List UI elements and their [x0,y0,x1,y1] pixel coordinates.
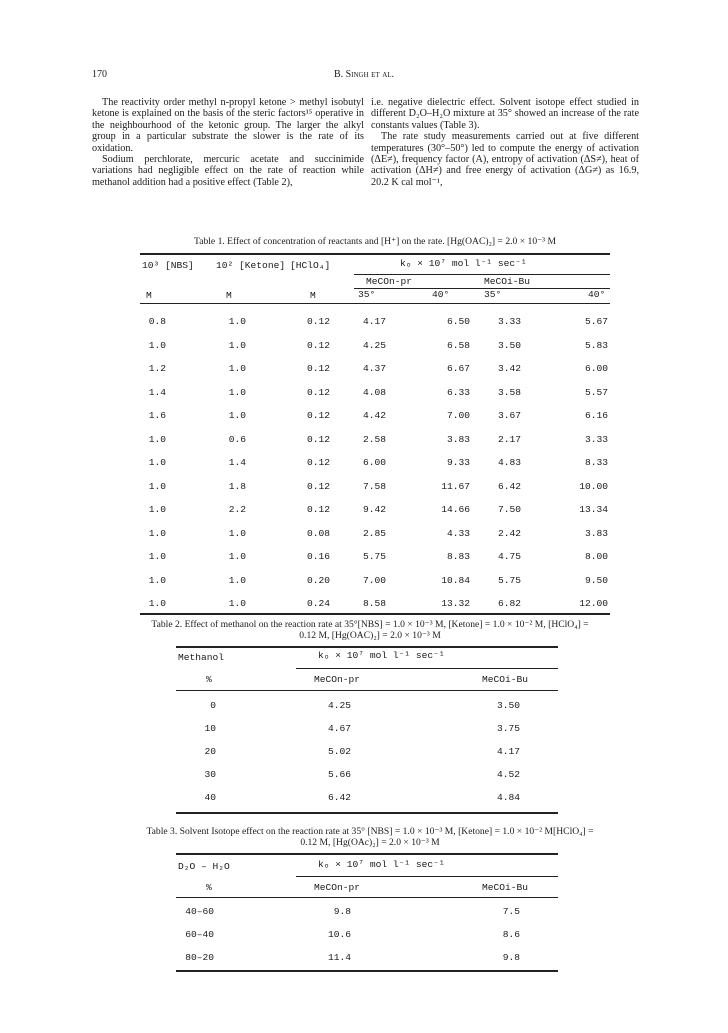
table-row [176,948,558,971]
table1-cell: 1.0 [228,410,246,421]
table1-cell: 3.42 [497,363,521,374]
table1-cell: 0.16 [306,551,330,562]
table1-cell: 7.00 [446,410,470,421]
table1-cell: 8.33 [584,457,608,468]
table1-cell: 5.83 [584,339,608,351]
table2-colhead-methanol: Methanol [178,652,225,663]
table2-cell: 0 [210,700,216,711]
table1-cell: 10.84 [441,574,470,586]
table1-cell: 9.50 [584,574,608,586]
table1-colhead-hclo4: [HClO₄] [290,260,331,271]
table1-cell: 0.12 [306,504,330,515]
table1-cell: 13.32 [441,598,470,609]
table-row [176,788,558,811]
table-row [176,742,558,765]
table1-rate-head: kₒ × 10⁷ mol l⁻¹ sec⁻¹ [400,258,527,269]
table1-cell: 3.33 [497,316,521,327]
table2-bottom-rule [176,812,558,814]
table1-bottom-rule [140,613,610,615]
table2-header [176,648,558,690]
table1-cell: 4.17 [362,316,386,327]
table1-cell: 1.8 [228,480,246,492]
table3-caption-line1: Table 3. Solvent Isotope effect on the reaction rate at 35° [NBS] = 1.0 × 10⁻³ M, [Ketone] = 1.0 × 10⁻² M[HClO₄] = [146,826,594,837]
table1-cell: 1.0 [228,598,246,609]
table1-cell: 0.12 [306,339,330,351]
table2-cell: 5.66 [327,769,351,780]
table1-cell: 4.08 [362,386,386,398]
table3-cell: 80–20 [185,952,214,963]
table-row [176,902,558,925]
table1-cell: 2.58 [362,433,386,445]
table2-caption [100,619,640,641]
table1-cell: 1.0 [228,551,246,562]
table3-rate-rule [296,876,558,877]
table1-group-mecoi-bu: MeCOi-Bu [484,276,531,287]
table1-cell: 6.00 [362,457,386,468]
table1-top-rule [140,253,610,255]
table3-cell: 11.4 [327,952,351,963]
table2-cell: 6.42 [327,792,351,803]
table1-cell: 1.0 [148,504,166,515]
table1-cell: 1.0 [148,527,166,539]
table1-cell: 1.4 [148,386,166,398]
table1-cell: 7.58 [362,480,386,492]
table1-cell: 10.00 [579,480,608,492]
body-column-left [92,97,364,188]
table1-cell: 6.50 [446,316,470,327]
table1-cell: 5.75 [362,551,386,562]
table1-temp: 40° [432,289,450,300]
table-row [176,719,558,742]
table-row [140,334,610,358]
table2-cell: 20 [204,746,216,757]
table-row [140,381,610,405]
table-row [140,522,610,546]
table-row [140,310,610,334]
table1-cell: 4.37 [362,363,386,374]
table1-cell: 1.0 [228,339,246,351]
table-row [140,498,610,522]
table3-cell: 7.5 [502,906,520,917]
table1-header-rule [140,303,610,304]
table-row [140,428,610,452]
table1-cell: 1.0 [148,480,166,492]
table3-cell: 60–40 [185,929,214,940]
table2-group-mecoi-bu: MeCOi-Bu [482,674,529,685]
table1-cell: 1.0 [228,363,246,374]
table1-cell: 0.12 [306,316,330,327]
table1-cell: 3.67 [497,410,521,421]
table2-cell: 3.75 [496,723,520,734]
table1-cell: 9.33 [446,457,470,468]
table1-cell: 8.00 [584,551,608,562]
table3-group-mecoi-bu: MeCOi-Bu [482,882,529,893]
table3-rate-head: kₒ × 10⁷ mol l⁻¹ sec⁻¹ [318,859,445,870]
table3-cell: 10.6 [327,929,351,940]
table1-cell: 3.83 [446,433,470,445]
table3-group-mecon-pr: MeCOn-pr [314,882,361,893]
table1-unit: M [310,290,316,301]
table1-cell: 1.0 [148,574,166,586]
table1-cell: 5.75 [497,574,521,586]
table1-cell: 2.42 [497,527,521,539]
table-row [140,592,610,616]
table3-bottom-rule [176,970,558,972]
table1-cell: 8.58 [362,598,386,609]
table1-cell: 6.42 [497,480,521,492]
table-row [176,765,558,788]
table1-cell: 0.12 [306,457,330,468]
table1-cell: 0.20 [306,574,330,586]
table1-caption: Table 1. Effect of concentration of reactants and [H⁺] on the rate. [Hg(OAC)₂] = 2.0 × 10⁻³ M [194,236,556,247]
table3-cell: 9.8 [333,906,351,917]
table1-cell: 1.0 [148,457,166,468]
table1-cell: 12.00 [579,598,608,609]
table1-cell: 1.2 [148,363,166,374]
table2-group-mecon-pr: MeCOn-pr [314,674,361,685]
table-row [140,357,610,381]
table1-cell: 4.42 [362,410,386,421]
table3-body [176,902,558,972]
table-row [176,696,558,719]
table1-unit: M [146,290,152,301]
table1-cell: 1.0 [148,339,166,351]
table1-cell: 0.12 [306,363,330,374]
table3-colhead-d2o-h2o: D₂O – H₂O [178,861,230,872]
table1-cell: 2.17 [497,433,521,445]
paragraph: The reactivity order methyl n-propyl ketone > methyl isobutyl ketone is explained on the basis of the steric factors¹⁵ operative in the neighbourhood of the ketonic group. The larger the alkyl group in a particular substrate the slower is the rate of its oxidation. [92,97,364,154]
table1-cell: 0.6 [228,433,246,445]
table-row [140,451,610,475]
paragraph: i.e. negative dielectric effect. Solvent isotope effect studied in different D₂O–H₂O mixture at 35° showed an increase of the rate constants values (Table 3). [371,97,639,131]
table1-cell: 7.50 [497,504,521,515]
table2-rate-head: kₒ × 10⁷ mol l⁻¹ sec⁻¹ [318,650,445,661]
table1-cell: 3.83 [584,527,608,539]
table1-cell: 0.08 [306,527,330,539]
table3-cell: 9.8 [502,952,520,963]
table3-unit: % [206,882,212,893]
table1-cell: 11.67 [441,480,470,492]
page-number: 170 [92,69,107,80]
table1-cell: 5.57 [584,386,608,398]
table1-cell: 1.0 [228,527,246,539]
table1-temp: 35° [358,289,376,300]
table1-cell: 13.34 [579,504,608,515]
table1-cell: 0.12 [306,480,330,492]
table2-caption-line2: 0.12 M, [Hg(OAC)₂] = 2.0 × 10⁻³ M [299,630,441,641]
table1-cell: 2.85 [362,527,386,539]
table1-cell: 3.58 [497,386,521,398]
table1-cell: 6.58 [446,339,470,351]
table1-cell: 1.0 [148,433,166,445]
table1-cell: 4.25 [362,339,386,351]
paragraph: Sodium perchlorate, mercuric acetate and succinimide variations had negligible effect on the rate of reaction while methanol addition had a positive effect (Table 2), [92,154,364,188]
table2-cell: 4.25 [327,700,351,711]
table2-cell: 4.67 [327,723,351,734]
table1-cell: 0.12 [306,433,330,445]
table1-group-mecon-pr: MeCOn-pr [366,276,413,287]
table1-cell: 0.12 [306,410,330,421]
table1-header [140,258,610,302]
table1-body [140,310,610,616]
table2-cell: 40 [204,792,216,803]
table1-unit: M [226,290,232,301]
table2-caption-line1: Table 2. Effect of methanol on the reaction rate at 35°[NBS] = 1.0 × 10⁻³ M, [Ketone] = 1.0 × 10⁻² M, [HClO₄] = [151,619,589,630]
body-column-right [371,97,639,188]
table1-cell: 1.0 [228,386,246,398]
table1-cell: 0.12 [306,386,330,398]
table1-cell: 9.42 [362,504,386,515]
table2-cell: 4.84 [496,792,520,803]
table1-cell: 6.82 [497,598,521,609]
table1-cell: 0.8 [148,316,166,327]
table1-cell: 1.0 [228,316,246,327]
table1-cell: 1.0 [228,574,246,586]
table1-cell: 7.00 [362,574,386,586]
table2-header-rule [176,690,558,691]
table2-body [176,696,558,816]
table1-cell: 6.67 [446,363,470,374]
table1-cell: 6.16 [584,410,608,421]
table3-header-rule [176,897,558,898]
running-head: B. Singh et al. [333,69,395,80]
table2-cell: 5.02 [327,746,351,757]
table1-cell: 4.83 [497,457,521,468]
table2-cell: 3.50 [496,700,520,711]
table2-unit: % [206,674,212,685]
table1-colhead-ketone: 10² [Ketone] [216,260,286,271]
table1-cell: 3.33 [584,433,608,445]
table1-cell: 1.0 [148,598,166,609]
table1-cell: 3.50 [497,339,521,351]
table1-rate-rule [354,274,610,275]
table3-header [176,855,558,897]
table1-colhead-nbs: 10³ [NBS] [142,260,194,271]
table1-cell: 0.24 [306,598,330,609]
table2-cell: 4.17 [496,746,520,757]
table1-cell: 1.0 [148,551,166,562]
table3-cell: 8.6 [502,929,520,940]
table3-caption [100,826,640,848]
table1-cell: 6.33 [446,386,470,398]
table1-temp: 40° [588,289,606,300]
table-row [140,569,610,593]
table2-cell: 10 [204,723,216,734]
table2-rate-rule [296,668,558,669]
table1-temp: 35° [484,289,502,300]
table1-cell: 2.2 [228,504,246,515]
table-row [176,925,558,948]
table-row [140,545,610,569]
table-row [140,475,610,499]
table1-cell: 1.4 [228,457,246,468]
table1-group-rule [354,288,610,289]
table3-cell: 40–60 [185,906,214,917]
table2-cell: 30 [204,769,216,780]
table2-cell: 4.52 [496,769,520,780]
table1-cell: 8.83 [446,551,470,562]
table-row [140,404,610,428]
table1-cell: 14.66 [441,504,470,515]
table1-cell: 4.33 [446,527,470,539]
table1-cell: 6.00 [584,363,608,374]
table1-cell: 4.75 [497,551,521,562]
table1-cell: 1.6 [148,410,166,421]
table3-caption-line2: 0.12 M, [Hg(OAc)₂] = 2.0 × 10⁻³ M [300,837,440,848]
paragraph: The rate study measurements carried out at five different temperatures (30°–50°) led to compute the energy of activation (ΔE≠), frequency factor (A), entropy of activation (ΔS≠), heat of activation (ΔH≠) and free energy of activation (ΔG≠) as 16.9, 20.2 K cal mol⁻¹, [371,131,639,188]
table1-cell: 5.67 [584,316,608,327]
